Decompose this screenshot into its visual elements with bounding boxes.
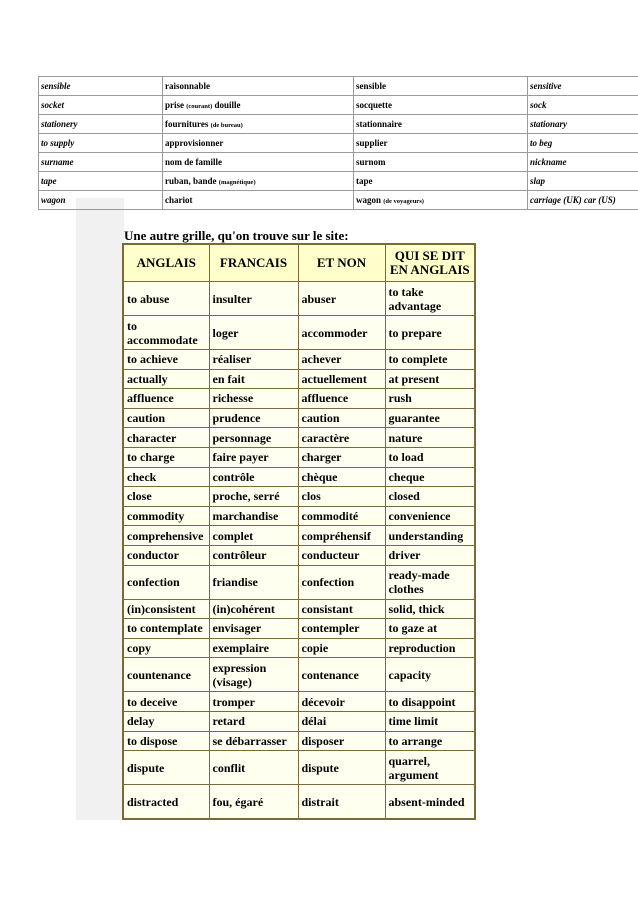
anglais-cell: countenance [123, 658, 209, 692]
francais-cell: contrôleur [209, 545, 298, 565]
qui-se-dit-cell: to disappoint [385, 692, 475, 712]
francais-cell: en fait [209, 369, 298, 389]
anglais-cell: confection [123, 565, 209, 599]
anglais-cell: to dispose [123, 731, 209, 751]
anglais-cell: to accommodate [123, 316, 209, 350]
et-non-cell: décevoir [298, 692, 385, 712]
false-friend-cell [354, 153, 528, 172]
francais-cell: friandise [209, 565, 298, 599]
grid-row [123, 711, 475, 731]
french-meaning-note: (de bureau) [210, 122, 243, 129]
english-word-cell [39, 134, 163, 153]
qui-se-dit-cell: to arrange [385, 731, 475, 751]
false-friend-word: sensible [356, 81, 387, 91]
anglais-cell: to deceive [123, 692, 209, 712]
header-et-non: ET NON [298, 244, 385, 282]
grid-row [123, 619, 475, 639]
grid-caption: Une autre grille, qu'on trouve sur le site: [124, 228, 349, 243]
et-non-cell: compréhensif [298, 526, 385, 546]
false-friends-grid [122, 243, 476, 820]
anglais-cell: distracted [123, 785, 209, 820]
anglais-cell: conductor [123, 545, 209, 565]
french-meaning-note: (magnétique) [218, 179, 256, 186]
french-meaning-cell [163, 191, 354, 210]
anglais-cell: character [123, 428, 209, 448]
correct-english: stationary [530, 119, 568, 129]
correct-english-cell [528, 134, 638, 153]
anglais-cell: caution [123, 408, 209, 428]
qui-se-dit-cell: cheque [385, 467, 475, 487]
qui-se-dit-cell: ready-made clothes [385, 565, 475, 599]
qui-se-dit-cell: capacity [385, 658, 475, 692]
english-word-cell [39, 77, 163, 96]
grid-row [123, 638, 475, 658]
english-word: socket [41, 100, 64, 110]
anglais-cell: check [123, 467, 209, 487]
false-friends-top-table [38, 76, 638, 210]
correct-english-cell [528, 191, 638, 210]
grid-row [123, 447, 475, 467]
qui-se-dit-cell: absent-minded [385, 785, 475, 820]
correct-english: slap [530, 176, 546, 186]
francais-cell: complet [209, 526, 298, 546]
grid-row [123, 408, 475, 428]
false-friend-note: (de voyageurs) [383, 198, 424, 205]
grid-row [123, 692, 475, 712]
header-qui-se-dit: QUI SE DIT EN ANGLAIS [385, 244, 475, 282]
francais-cell: personnage [209, 428, 298, 448]
qui-se-dit-cell: at present [385, 369, 475, 389]
grid-row [123, 565, 475, 599]
et-non-cell: distrait [298, 785, 385, 820]
anglais-cell: copy [123, 638, 209, 658]
correct-english: carriage (UK) car (US) [530, 195, 616, 205]
et-non-cell: dispute [298, 751, 385, 785]
qui-se-dit-cell: driver [385, 545, 475, 565]
anglais-cell: to achieve [123, 350, 209, 370]
correct-english: sensitive [530, 81, 562, 91]
top-table-row [39, 134, 638, 153]
et-non-cell: achever [298, 350, 385, 370]
francais-cell: (in)cohérent [209, 599, 298, 619]
grid-row [123, 751, 475, 785]
french-meaning-cell [163, 172, 354, 191]
qui-se-dit-cell: quarrel, argument [385, 751, 475, 785]
grid-row [123, 731, 475, 751]
correct-english-cell [528, 153, 638, 172]
francais-cell: envisager [209, 619, 298, 639]
false-friend-cell [354, 77, 528, 96]
et-non-cell: délai [298, 711, 385, 731]
grid-row [123, 369, 475, 389]
french-meaning-cell [163, 153, 354, 172]
anglais-cell: (in)consistent [123, 599, 209, 619]
correct-english-cell [528, 96, 638, 115]
english-word: tape [41, 176, 57, 186]
french-meaning-cell [163, 115, 354, 134]
false-friend-word: stationnaire [356, 119, 402, 129]
qui-se-dit-cell: understanding [385, 526, 475, 546]
english-word-cell [39, 191, 163, 210]
english-word: stationery [41, 119, 78, 129]
qui-se-dit-cell: reproduction [385, 638, 475, 658]
grid-row [123, 282, 475, 316]
french-meaning-cell [163, 77, 354, 96]
et-non-cell: copie [298, 638, 385, 658]
grid-row [123, 658, 475, 692]
top-table-row [39, 96, 638, 115]
false-friend-word: socquette [356, 100, 392, 110]
french-meaning-cell [163, 96, 354, 115]
french-meaning: approvisionner [165, 138, 224, 148]
et-non-cell: actuellement [298, 369, 385, 389]
false-friend-cell [354, 134, 528, 153]
french-meaning-note: (courant) [186, 103, 213, 110]
correct-english: to beg [530, 138, 553, 148]
grid-row [123, 350, 475, 370]
et-non-cell: accommoder [298, 316, 385, 350]
correct-english: sock [530, 100, 547, 110]
et-non-cell: abuser [298, 282, 385, 316]
grid-row [123, 389, 475, 409]
qui-se-dit-cell: to gaze at [385, 619, 475, 639]
grid-row [123, 487, 475, 507]
top-table-row [39, 191, 638, 210]
false-friend-cell [354, 172, 528, 191]
anglais-cell: actually [123, 369, 209, 389]
correct-english-cell [528, 77, 638, 96]
top-table-row [39, 153, 638, 172]
anglais-cell: to contemplate [123, 619, 209, 639]
et-non-cell: clos [298, 487, 385, 507]
anglais-cell: comprehensive [123, 526, 209, 546]
francais-cell: exemplaire [209, 638, 298, 658]
et-non-cell: contenance [298, 658, 385, 692]
false-friend-word: surnom [356, 157, 386, 167]
anglais-cell: commodity [123, 506, 209, 526]
french-meaning: ruban, bande [165, 176, 217, 186]
french-meaning: fournitures [165, 119, 209, 129]
false-friend-word: supplier [356, 138, 388, 148]
anglais-cell: close [123, 487, 209, 507]
et-non-cell: disposer [298, 731, 385, 751]
qui-se-dit-cell: to take advantage [385, 282, 475, 316]
francais-cell: prudence [209, 408, 298, 428]
anglais-cell: delay [123, 711, 209, 731]
grid-header-row [123, 244, 475, 282]
francais-cell: marchandise [209, 506, 298, 526]
grid-row [123, 785, 475, 820]
et-non-cell: affluence [298, 389, 385, 409]
grid-row [123, 599, 475, 619]
et-non-cell: confection [298, 565, 385, 599]
top-table-row [39, 77, 638, 96]
top-table-row [39, 115, 638, 134]
francais-cell: réaliser [209, 350, 298, 370]
francais-cell: fou, égaré [209, 785, 298, 820]
qui-se-dit-cell: time limit [385, 711, 475, 731]
francais-cell: richesse [209, 389, 298, 409]
grid-row [123, 467, 475, 487]
et-non-cell: chèque [298, 467, 385, 487]
false-friend-cell [354, 115, 528, 134]
et-non-cell: caractère [298, 428, 385, 448]
grid-row [123, 545, 475, 565]
grid-row [123, 428, 475, 448]
false-friend-cell [354, 96, 528, 115]
english-word-cell [39, 172, 163, 191]
et-non-cell: contempler [298, 619, 385, 639]
francais-cell: insulter [209, 282, 298, 316]
et-non-cell: commodité [298, 506, 385, 526]
false-friend-word: wagon [356, 195, 382, 205]
english-word: to supply [41, 138, 75, 148]
grid-row [123, 506, 475, 526]
qui-se-dit-cell: rush [385, 389, 475, 409]
english-word-cell [39, 115, 163, 134]
qui-se-dit-cell: nature [385, 428, 475, 448]
header-francais: FRANCAIS [209, 244, 298, 282]
qui-se-dit-cell: convenience [385, 506, 475, 526]
top-table-row [39, 172, 638, 191]
anglais-cell: to abuse [123, 282, 209, 316]
francais-cell: se débarrasser [209, 731, 298, 751]
et-non-cell: caution [298, 408, 385, 428]
qui-se-dit-cell: to load [385, 447, 475, 467]
et-non-cell: consistant [298, 599, 385, 619]
francais-cell: loger [209, 316, 298, 350]
francais-cell: contrôle [209, 467, 298, 487]
anglais-cell: to charge [123, 447, 209, 467]
francais-cell: faire payer [209, 447, 298, 467]
english-word: sensible [41, 81, 71, 91]
correct-english-cell [528, 115, 638, 134]
english-word: wagon [41, 195, 66, 205]
english-word: surname [41, 157, 74, 167]
qui-se-dit-cell: solid, thick [385, 599, 475, 619]
english-word-cell [39, 96, 163, 115]
qui-se-dit-cell: closed [385, 487, 475, 507]
french-meaning: prise [165, 100, 184, 110]
false-friend-word: tape [356, 176, 373, 186]
french-meaning-cell [163, 134, 354, 153]
francais-cell: tromper [209, 692, 298, 712]
header-anglais: ANGLAIS [123, 244, 209, 282]
francais-cell: expression (visage) [209, 658, 298, 692]
francais-cell: conflit [209, 751, 298, 785]
grid-row [123, 316, 475, 350]
qui-se-dit-cell: guarantee [385, 408, 475, 428]
correct-english-cell [528, 172, 638, 191]
qui-se-dit-cell: to complete [385, 350, 475, 370]
english-word-cell [39, 153, 163, 172]
french-meaning: nom de famille [165, 157, 222, 167]
grid-row [123, 526, 475, 546]
false-friend-cell [354, 191, 528, 210]
qui-se-dit-cell: to prepare [385, 316, 475, 350]
correct-english: nickname [530, 157, 567, 167]
francais-cell: proche, serré [209, 487, 298, 507]
et-non-cell: charger [298, 447, 385, 467]
french-meaning: raisonnable [165, 81, 211, 91]
french-meaning: chariot [165, 195, 193, 205]
anglais-cell: dispute [123, 751, 209, 785]
french-meaning-extra: douille [214, 100, 241, 110]
et-non-cell: conducteur [298, 545, 385, 565]
francais-cell: retard [209, 711, 298, 731]
anglais-cell: affluence [123, 389, 209, 409]
